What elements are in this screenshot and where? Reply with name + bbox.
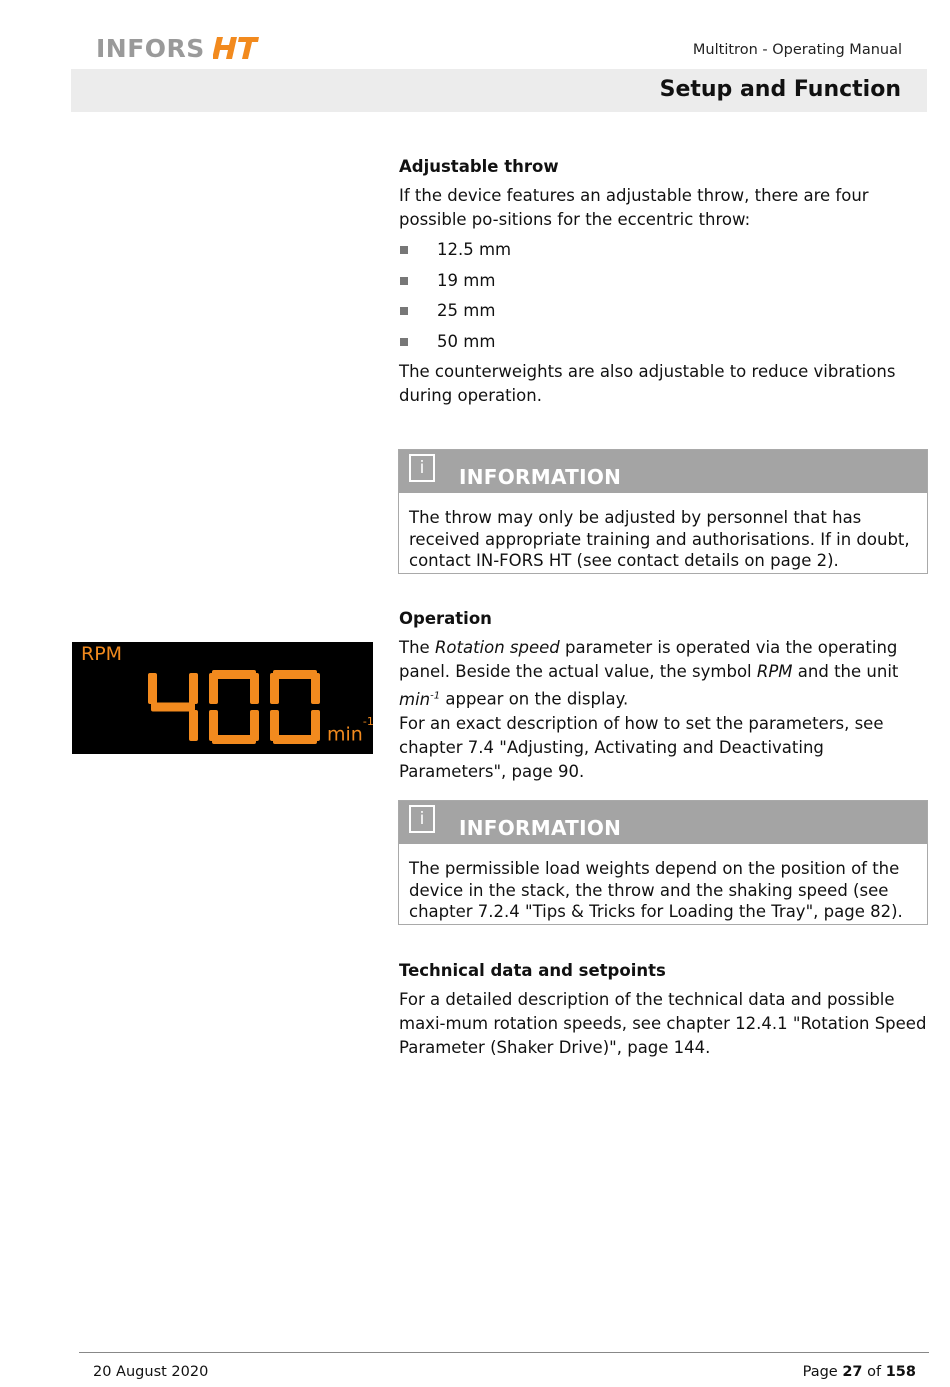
- unit-label: $\min^{-1}$: [327, 715, 374, 746]
- list-item: 50 mm: [399, 330, 927, 361]
- bullet-square-icon: [400, 338, 408, 346]
- operation-reference-text: For an exact description of how to set the parameters, see chapter 7.4 "Adjusting, Activating and Deactivating Parameters", page 90.: [399, 713, 884, 781]
- footer-date: 20 August 2020: [93, 1364, 209, 1380]
- adjustable-throw-section: [399, 157, 927, 408]
- segment-b: [250, 673, 259, 704]
- segment-g: [151, 703, 195, 712]
- technical-heading: Technical data and setpoints: [399, 961, 666, 980]
- bullet-square-icon: [400, 246, 408, 254]
- rotation-speed-term: Rotation speed: [434, 638, 560, 657]
- list-item: 12.5 mm: [399, 238, 927, 269]
- segment-f: [148, 673, 157, 704]
- infors-ht-logo: [96, 33, 259, 63]
- page-number: Page 27 of 158: [802, 1364, 916, 1380]
- information-header: [399, 801, 927, 844]
- list-item: 19 mm: [399, 269, 927, 300]
- information-label: INFORMATION: [459, 816, 622, 840]
- segment-c: [189, 710, 198, 741]
- list-item: 25 mm: [399, 299, 927, 330]
- digit-4: [148, 673, 198, 741]
- document-title: Multitron - Operating Manual: [692, 42, 902, 58]
- adjustable-throw-intro: If the device features an adjustable throw, there are four possible po-sitions for the eccentric throw:: [399, 186, 869, 229]
- operation-text: The Rotation speed parameter is operated via the operating panel. Beside the actual value, the symbol RPM and the unit $\min^{-1}$ appear on the display.: [399, 638, 899, 709]
- segment-e: [270, 710, 279, 741]
- segment-a: [273, 670, 317, 679]
- information-header: [399, 450, 927, 493]
- bullet-square-icon: [400, 277, 408, 285]
- counterweights-text: The counterweights are also adjustable to reduce vibrations during operation.: [399, 362, 896, 405]
- section-title: Setup and Function: [659, 77, 901, 102]
- information-box: [398, 449, 928, 574]
- throw-positions-list: [399, 238, 927, 360]
- digit-0: [209, 670, 259, 744]
- information-text: The permissible load weights depend on the position of the device in the stack, the throw and the shaking speed (see chapter 7.2.4 "Tips & Tricks for Loading the Tray", page 82).: [409, 859, 903, 921]
- segment-e: [209, 710, 218, 741]
- logo-text: INFORS: [96, 33, 205, 63]
- footer-divider: [79, 1352, 929, 1353]
- information-text: The throw may only be adjusted by personnel that has received appropriate training and authorisations. If in doubt, contact IN-FORS HT (see contact details on page 2).: [409, 508, 910, 570]
- rpm-symbol: RPM: [756, 662, 793, 681]
- segment-a: [212, 670, 256, 679]
- information-box: [398, 800, 928, 925]
- information-label: INFORMATION: [459, 465, 622, 489]
- segment-d: [212, 735, 256, 744]
- segment-b: [311, 673, 320, 704]
- unit-term: $\min^{-1}$: [399, 689, 441, 709]
- operation-section: [399, 609, 927, 784]
- info-icon: i: [409, 805, 435, 833]
- rpm-display: [72, 642, 373, 754]
- operation-heading: Operation: [399, 609, 492, 628]
- adjustable-throw-heading: Adjustable throw: [399, 157, 559, 176]
- rpm-label: RPM: [81, 643, 123, 665]
- digit-0: [270, 670, 320, 744]
- technical-section: [399, 961, 927, 1060]
- segment-b: [189, 673, 198, 704]
- ht-logo-mark: [213, 37, 259, 59]
- technical-text: For a detailed description of the technical data and possible maxi-mum rotation speeds, see chapter 12.4.1 "Rotation Speed Parameter (Shaker Drive)", page 144.: [399, 990, 927, 1057]
- info-icon: i: [409, 454, 435, 482]
- bullet-square-icon: [400, 307, 408, 315]
- segment-f: [209, 673, 218, 704]
- segment-d: [273, 735, 317, 744]
- segment-f: [270, 673, 279, 704]
